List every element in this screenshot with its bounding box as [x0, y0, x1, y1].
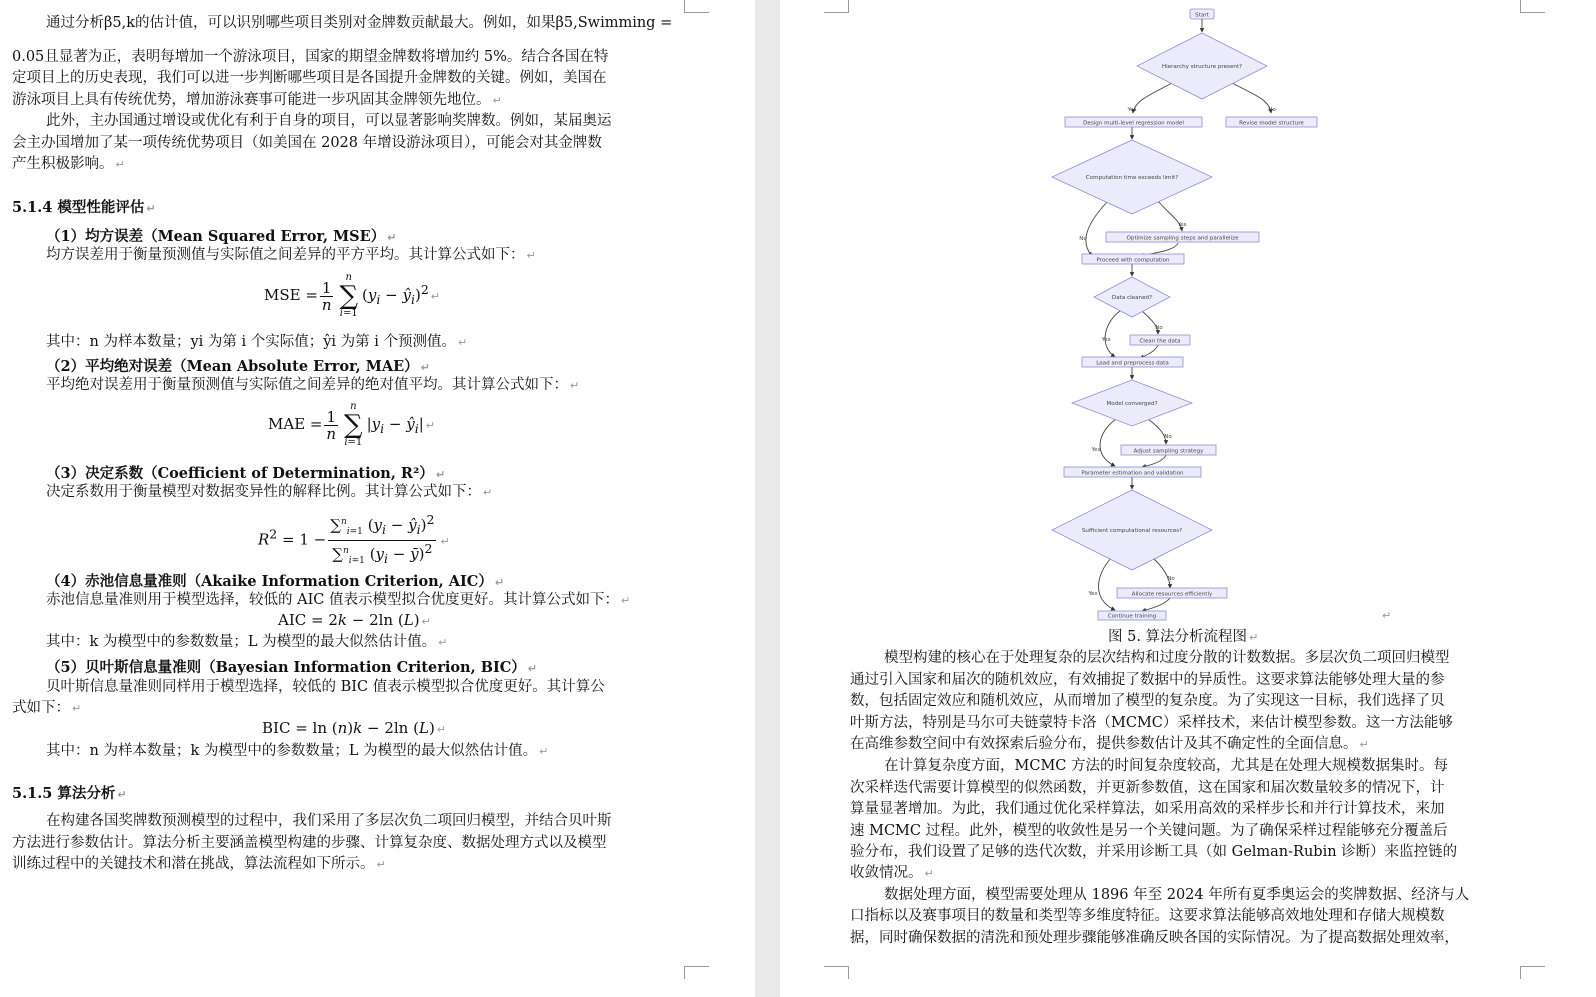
aic-formula: AIC = 2k − 2ln (L) ↵ — [278, 611, 431, 629]
mae-formula: MAE = $\frac{1}{n}$ n ∑ i=1 $|y_i$ − $ŷ_i|$ ↵ — [268, 401, 436, 448]
flow-start: Start — [1195, 12, 1209, 19]
paragraph-line: 通过引入国家和届次的随机效应，有效捕捉了数据中的异质性。这要求算法能够处理大量的参 — [850, 672, 1445, 688]
flow-decision: Computation time exceeds limit? — [1085, 175, 1179, 181]
flow-label: No — [1079, 236, 1087, 242]
paragraph-line: 定项目上的历史表现，我们可以进一步判断哪些项目是各国提升金牌数的关键。例如，美国在 — [12, 70, 607, 86]
figure-caption: 图 5. 算法分析流程图 ↵ — [1108, 629, 1259, 645]
subsection-heading: （2）平均绝对误差（Mean Absolute Error, MAE） ↵ — [46, 358, 430, 375]
paragraph-line: 0.05且显著为正，表明每增加一个游泳项目，国家的期望金牌数将增加约 5%。结合各国在特 — [12, 49, 609, 65]
crop-mark — [824, 966, 849, 979]
flow-step: Revise model structure — [1239, 120, 1304, 127]
paragraph-line: 在高维参数空间中有效探索后验分布，提供参数估计及其不确定性的全面信息。 ↵ — [850, 736, 1369, 752]
flow-step: Continue training — [1107, 613, 1157, 620]
section-heading: 5.1.5 算法分析 ↵ — [12, 785, 127, 802]
paragraph-line: 其中：k 为模型中的参数数量；L 为模型的最大似然估计值。 ↵ — [46, 634, 448, 650]
paragraph-line: 贝叶斯信息量准则同样用于模型选择，较低的 BIC 值表示模型拟合优度更好。其计算公 — [46, 679, 605, 695]
paragraph-line: 赤池信息量准则用于模型选择，较低的 AIC 值表示模型拟合优度更好。其计算公式如下： ↵ — [46, 592, 631, 608]
flow-label: No — [1155, 325, 1163, 331]
r2-formula: $R^2 = 1$ − $\frac{\sum^n_{i=1} (y_i - ŷ_i)^2}{\sum^n_{i=1} (y_i - ȳ)^2}$ ↵ — [258, 512, 450, 566]
left-page — [0, 0, 755, 997]
paragraph-line: 方法进行参数估计。算法分析主要涵盖模型构建的步骤、计算复杂度、数据处理方式以及模型 — [12, 835, 607, 851]
paragraph-line: 在构建各国奖牌数预测模型的过程中，我们采用了多层次负二项回归模型，并结合贝叶斯 — [46, 813, 612, 829]
crop-mark — [1520, 966, 1545, 979]
paragraph-line: 此外，主办国通过增设或优化有利于自身的项目，可以显著影响奖牌数。例如，某届奥运 — [46, 113, 612, 129]
paragraph-line: 叶斯方法，特别是马尔可夫链蒙特卡洛（MCMC）采样技术，来估计模型参数。这一方法能够 — [850, 715, 1453, 731]
paragraph-line: 收敛情况。 ↵ — [850, 865, 934, 881]
crop-mark — [684, 966, 709, 979]
paragraph-line: 模型构建的核心在于处理复杂的层次结构和过度分散的计数数据。多层次负二项回归模型 — [884, 650, 1450, 666]
flow-label: No — [1268, 107, 1276, 113]
paragraph-line: 据，同时确保数据的清洗和预处理步骤能够准确反映各国的实际情况。为了提高数据处理效率， — [850, 930, 1459, 946]
flow-decision: Hierarchy structure present? — [1161, 64, 1243, 70]
flow-decision: Data cleaned? — [1111, 295, 1153, 301]
subsection-heading: （5）贝叶斯信息量准则（Bayesian Information Criterion, BIC） ↵ — [46, 659, 537, 676]
right-page — [780, 0, 1596, 997]
flow-step: Adjust sampling strategy — [1133, 448, 1204, 455]
paragraph-line: 验分布，我们设置了足够的迭代次数，并采用诊断工具（如 Gelman-Rubin 诊断）来监控链的 — [850, 844, 1458, 860]
section-heading: 5.1.4 模型性能评估 ↵ — [12, 199, 156, 216]
flow-step: Allocate resources efficiently — [1131, 591, 1213, 598]
paragraph-line: 速 MCMC 过程。此外，模型的收敛性是另一个关键问题。为了确保采样过程能够充分覆盖后 — [850, 823, 1448, 839]
crop-mark — [1520, 0, 1545, 13]
paragraph-line: 在计算复杂度方面，MCMC 方法的时间复杂度较高，尤其是在处理大规模数据集时。每 — [884, 758, 1448, 774]
flow-step: Clean the data — [1139, 338, 1181, 345]
paragraph-line: 数据处理方面，模型需要处理从 1896 年至 2024 年所有夏季奥运会的奖牌数据、经济与人 — [884, 887, 1470, 903]
subsection-heading: （3）决定系数（Coefficient of Determination, R²） ↵ — [46, 465, 446, 482]
flow-label: No — [1164, 434, 1172, 440]
crop-mark — [824, 0, 849, 13]
subsection-heading: （4）赤池信息量准则（Akaike Information Criterion, AIC） ↵ — [46, 573, 505, 590]
crop-mark — [684, 0, 709, 13]
flow-label: Yes — [1127, 107, 1137, 113]
flow-step: Proceed with computation — [1096, 257, 1170, 264]
flow-step: Optimize sampling steps and parallelize — [1126, 235, 1239, 242]
mse-formula: MSE = $\frac{1}{n}$ n ∑ i=1 ($y_i$ − $ŷ_i)^2$ ↵ — [264, 272, 440, 319]
paragraph-line: 算量显著增加。为此，我们通过优化采样算法，如采用高效的采样步长和并行计算技术，来加 — [850, 801, 1445, 817]
bic-formula: BIC = ln (n)k − 2ln (L) ↵ — [262, 719, 447, 737]
paragraph-line: 次采样迭代需要计算模型的似然函数，并更新参数值，这在国家和届次数量较多的情况下，计 — [850, 780, 1445, 796]
flow-label: Yes — [1091, 447, 1101, 453]
paragraph-line: 其中：n 为样本数量；yi 为第 i 个实际值；ŷi 为第 i 个预测值。 ↵ — [46, 334, 468, 350]
flow-label: Yes — [1101, 337, 1111, 343]
paragraph-line: 决定系数用于衡量模型对数据变异性的解释比例。其计算公式如下： ↵ — [46, 484, 493, 500]
subsection-heading: （1）均方误差（Mean Squared Error, MSE） ↵ — [46, 228, 397, 245]
paragraph-line: 式如下： ↵ — [12, 700, 82, 716]
flow-decision: Model converged? — [1106, 401, 1158, 407]
paragraph-line: 数，包括固定效应和随机效应，从而增加了模型的复杂度。为了实现这一目标，我们选择了贝 — [850, 693, 1445, 709]
paragraph-line: 其中：n 为样本数量；k 为模型中的参数数量；L 为模型的最大似然估计值。 ↵ — [46, 743, 549, 759]
paragraph-line: 训练过程中的关键技术和潜在挑战，算法流程如下所示。 ↵ — [12, 856, 386, 872]
flow-label: Yes — [1088, 591, 1098, 597]
flow-step: Parameter estimation and validation — [1081, 470, 1184, 477]
flow-label: Yes — [1177, 222, 1187, 228]
paragraph-line: 通过分析β5,k的估计值，可以识别哪些项目类别对金牌数贡献最大。例如，如果β5,Swimming = — [46, 15, 673, 31]
algorithm-flowchart — [1050, 0, 1340, 625]
flow-step: Design multi-level regression model — [1083, 120, 1184, 127]
flow-step: Load and preprocess data — [1096, 360, 1169, 367]
flow-decision: Sufficient computational resources? — [1081, 528, 1183, 534]
paragraph-line: 平均绝对误差用于衡量预测值与实际值之间差异的绝对值平均。其计算公式如下： ↵ — [46, 377, 580, 393]
paragraph-line: 均方误差用于衡量预测值与实际值之间差异的平方平均。其计算公式如下： ↵ — [46, 247, 536, 263]
flow-label: No — [1167, 576, 1175, 582]
paragraph-line: 会主办国增加了某一项传统优势项目（如美国在 2028 年增设游泳项目），可能会对其金牌数 — [12, 135, 602, 151]
paragraph-line: 产生积极影响。 ↵ — [12, 156, 125, 172]
paragraph-line: 口指标以及赛事项目的数量和类型等多维度特征。这要求算法能够高效地处理和存储大规模数 — [850, 908, 1445, 924]
paragraph-line: 游泳项目上具有传统优势，增加游泳赛事可能进一步巩固其金牌领先地位。 ↵ — [12, 92, 502, 108]
paragraph-mark: ↵ — [1382, 609, 1392, 622]
